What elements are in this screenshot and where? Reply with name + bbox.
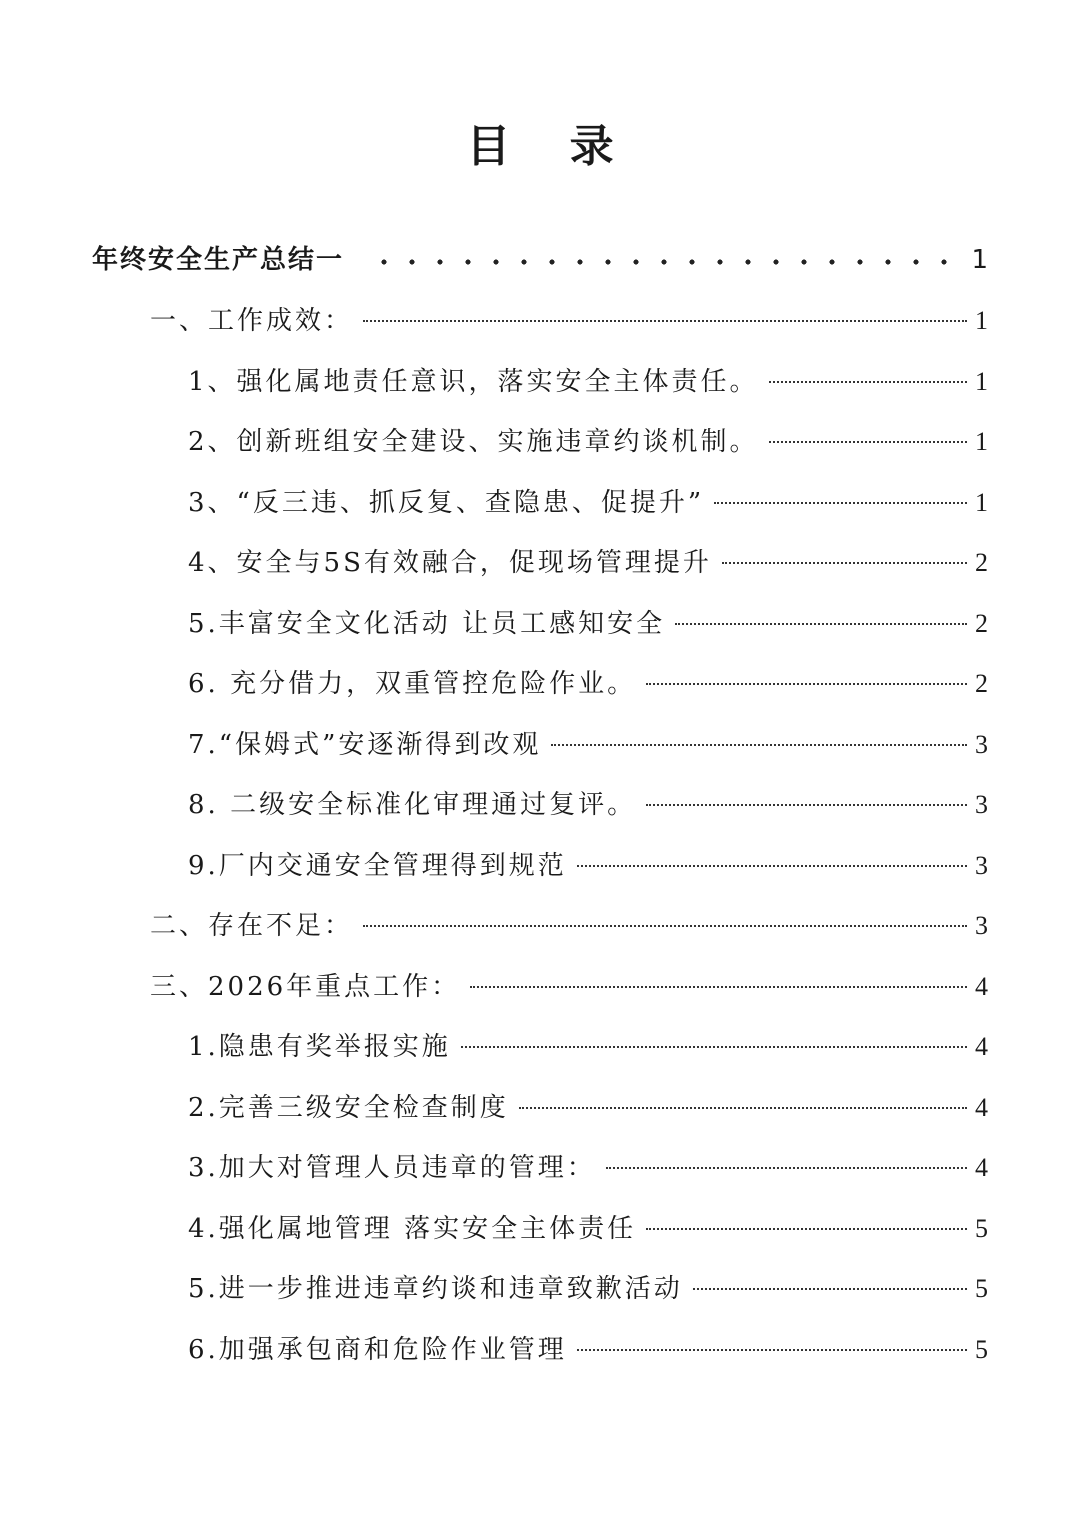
toc-dot-leader xyxy=(769,441,967,443)
toc-page-number: 1 xyxy=(975,488,988,517)
toc-entry-label: 8. 二级安全标准化审理通过复评。 xyxy=(188,790,637,820)
toc-page-number: 3 xyxy=(975,851,988,880)
toc-entry[interactable] xyxy=(188,783,988,827)
toc-dot-leader xyxy=(646,683,967,685)
toc-dot-leader xyxy=(714,502,967,504)
toc-entry-label: 年终安全生产总结一 xyxy=(92,245,345,275)
toc-entry-label: 2、创新班组安全建设、实施违章约谈机制。 xyxy=(188,427,759,457)
toc-entry-label: 9.厂内交通安全管理得到规范 xyxy=(188,851,567,881)
toc-dot-leader xyxy=(577,865,967,867)
toc-page-number: 5 xyxy=(975,1214,988,1243)
toc-page-number: 1 xyxy=(975,306,988,335)
toc-entry-label: 5.进一步推进违章约谈和违章致歉活动 xyxy=(188,1274,683,1304)
toc-entry[interactable] xyxy=(188,844,988,888)
toc-page-number: 4 xyxy=(975,1153,988,1182)
toc-dot-leader xyxy=(470,986,967,988)
toc-page-number: 1 xyxy=(971,245,988,275)
toc-entry[interactable] xyxy=(150,965,988,1009)
toc-dot-leader xyxy=(370,258,949,266)
toc-entry-label: 6. 充分借力，双重管控危险作业。 xyxy=(188,669,637,699)
toc-entry-label: 5.丰富安全文化活动 让员工感知安全 xyxy=(188,609,666,639)
toc-page-number: 5 xyxy=(975,1274,988,1303)
toc-dot-leader xyxy=(693,1288,967,1290)
toc-entry-label: 6.加强承包商和危险作业管理 xyxy=(188,1335,567,1365)
toc-dot-leader xyxy=(577,1349,967,1351)
toc-entry-label: 1.隐患有奖举报实施 xyxy=(188,1032,451,1062)
toc-dot-leader xyxy=(769,381,967,383)
toc-dot-leader xyxy=(646,804,967,806)
toc-dot-leader xyxy=(519,1107,967,1109)
toc-entry[interactable] xyxy=(188,662,988,706)
toc-dot-leader xyxy=(363,320,967,322)
toc-page-number: 2 xyxy=(975,609,988,638)
toc-entry-label: 二、存在不足： xyxy=(150,911,354,941)
toc-entry-label: 三、2026年重点工作： xyxy=(150,972,461,1002)
toc-page-number: 3 xyxy=(975,730,988,759)
toc-entry[interactable] xyxy=(188,541,988,585)
toc-entry-label: 3.加大对管理人员违章的管理： xyxy=(188,1153,596,1183)
toc-entry[interactable] xyxy=(188,360,988,404)
page-title: 目 录 xyxy=(466,121,636,172)
toc-page-number: 2 xyxy=(975,548,988,577)
toc-entry[interactable] xyxy=(188,1328,988,1372)
toc-entry-label: 4.强化属地管理 落实安全主体责任 xyxy=(188,1214,637,1244)
toc-entry[interactable] xyxy=(188,1025,988,1069)
toc-dot-leader xyxy=(646,1228,967,1230)
toc-dot-leader xyxy=(722,562,967,564)
toc-page-number: 1 xyxy=(975,427,988,456)
toc-entry[interactable] xyxy=(188,1207,988,1251)
toc-page-number: 1 xyxy=(975,367,988,396)
toc-entry[interactable] xyxy=(188,1267,988,1311)
toc-page-number: 4 xyxy=(975,972,988,1001)
toc-dot-leader xyxy=(363,925,967,927)
toc-entry-label: 2.完善三级安全检查制度 xyxy=(188,1093,509,1123)
toc-entry[interactable] xyxy=(188,420,988,464)
toc-dot-leader xyxy=(675,623,967,625)
toc-dot-leader xyxy=(461,1046,967,1048)
toc-entry[interactable] xyxy=(150,904,988,948)
toc-entry[interactable] xyxy=(92,238,988,282)
toc-entry[interactable] xyxy=(188,723,988,767)
toc-page-number: 3 xyxy=(975,911,988,940)
toc-entry-label: 7.“保姆式”安逐渐得到改观 xyxy=(188,730,542,760)
toc-entry-label: 1、强化属地责任意识，落实安全主体责任。 xyxy=(188,367,759,397)
toc-entry[interactable] xyxy=(188,1146,988,1190)
toc-dot-leader xyxy=(606,1167,967,1169)
toc-dot-leader xyxy=(551,744,967,746)
toc-entry[interactable] xyxy=(188,481,988,525)
toc-entry-label: 3、“反三违、抓反复、查隐患、促提升” xyxy=(188,488,705,518)
toc-entry[interactable] xyxy=(188,1086,988,1130)
toc-page-number: 4 xyxy=(975,1032,988,1061)
toc-page-number: 3 xyxy=(975,790,988,819)
toc-page-number: 4 xyxy=(975,1093,988,1122)
toc-entry[interactable] xyxy=(188,602,988,646)
toc-entry[interactable] xyxy=(150,299,988,343)
toc-page-number: 5 xyxy=(975,1335,988,1364)
toc-entry-label: 4、安全与5S有效融合，促现场管理提升 xyxy=(188,548,712,578)
toc-entry-label: 一、工作成效： xyxy=(150,306,354,336)
toc-page-number: 2 xyxy=(975,669,988,698)
